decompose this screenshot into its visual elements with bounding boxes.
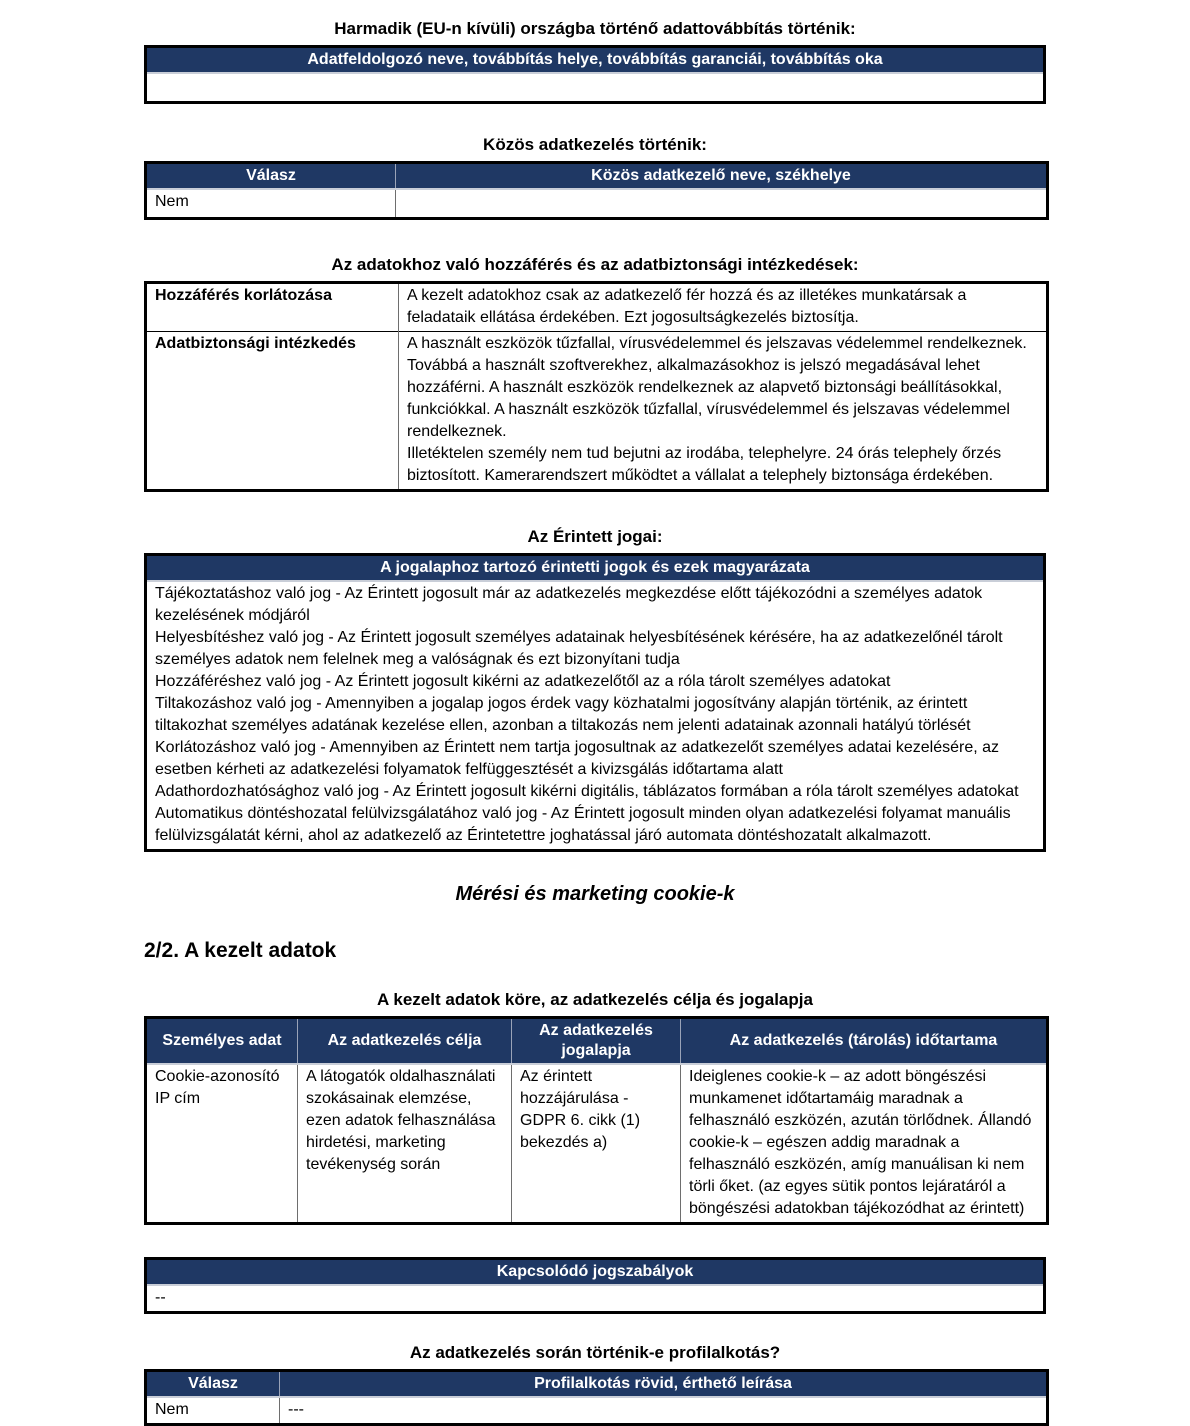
- profiling-answer-column-header-cell: Válasz: [146, 1371, 280, 1398]
- table-header-row: [146, 163, 1048, 190]
- answer-column-header-cell: Válasz: [146, 163, 396, 190]
- security-measures-paragraph-2: Illetéktelen személy nem tud bejutni az irodába, telephelyre. 24 órás telephely őrzés biztosított. Kamerarendszert működtet a vállalat a telephely biztonsága érdekében.: [407, 445, 1002, 484]
- profiling-answer-value-cell: Nem: [146, 1397, 280, 1425]
- access-restriction-paragraph: A kezelt adatokhoz csak az adatkezelő fér hozzá és az illetékes munkatársak a feladataik ellátása érdekében. Ezt jogosultságkezelés biztosítja.: [407, 287, 967, 326]
- personal-data-column-header-cell: Személyes adat: [146, 1018, 298, 1065]
- access-security-table: [144, 281, 1049, 492]
- joint-controller-column-header-cell: Közös adatkezelő neve, székhelye: [396, 163, 1048, 190]
- table-row: [146, 1397, 1048, 1425]
- profiling-description-value-cell: ---: [280, 1397, 1048, 1425]
- table-header-row: [146, 47, 1045, 74]
- legal-basis-column-header-cell: Az adatkezelés jogalapja: [512, 1018, 681, 1065]
- personal-data-item-cookie-id: Cookie-azonosító: [155, 1068, 280, 1085]
- right-objection: Tiltakozáshoz való jog - Amennyiben a jogalap jogos érdek vagy közhatalmi jogosítvány alapján történik, az érintett tiltakozhat személyes adatának kezelése ellen, azonban a tiltakozás nem jelenti adatainak azonnali hatályú törlését: [155, 695, 971, 734]
- table-row: [146, 73, 1045, 103]
- third-country-table-header-cell: Adatfeldolgozó neve, továbbítás helye, továbbítás garanciái, továbbítás oka: [146, 47, 1045, 74]
- table-row: [146, 283, 1048, 332]
- right-rectification: Helyesbítéshez való jog - Az Érintett jogosult személyes adatainak helyesbítésének kérésére, ha az adatkezelőnél tárolt személyes adatok nem felelnek meg a valóságnak és ezt bizonyítani tudja: [155, 629, 1003, 668]
- third-country-empty-value-cell: [146, 73, 1045, 103]
- processing-purpose-column-header-cell: Az adatkezelés célja: [298, 1018, 512, 1065]
- table-header-row: [146, 1371, 1048, 1398]
- table-header-row: [146, 555, 1045, 582]
- section-title-joint-processing: Közös adatkezelés történik:: [483, 135, 707, 154]
- joint-processing-table: [144, 161, 1049, 220]
- document-page: [144, 0, 1046, 1426]
- managed-data-section-heading: 2/2. A kezelt adatok: [144, 939, 337, 962]
- joint-controller-value-cell: [396, 189, 1048, 219]
- security-measures-text-cell: [399, 332, 1048, 491]
- table-row: [146, 581, 1045, 851]
- profiling-description-column-header-cell: Profilalkotás rövid, érthető leírása: [280, 1371, 1048, 1398]
- table-row: [146, 1064, 1048, 1224]
- table-row: [146, 1285, 1045, 1313]
- table-row: [146, 332, 1048, 491]
- cookies-section-heading: Mérési és marketing cookie-k: [455, 883, 735, 905]
- processing-purpose-value-cell: A látogatók oldalhasználati szokásainak elemzése, ezen adatok felhasználása hirdetési, marketing tevékenység során: [298, 1064, 512, 1224]
- right-access: Hozzáféréshez való jog - Az Érintett jogosult kikérni az adatkezelőtől az a róla tárolt személyes adatokat: [155, 673, 891, 690]
- managed-data-table: [144, 1016, 1049, 1225]
- data-subject-rights-table: [144, 553, 1046, 852]
- rights-table-header-cell: A jogalaphoz tartozó érintetti jogok és ezek magyarázata: [146, 555, 1045, 582]
- right-portability: Adathordozhatósághoz való jog - Az Érintett jogosult kikérni digitális, táblázatos formában a róla tárolt személyes adatokat: [155, 783, 1019, 800]
- access-restriction-label-cell: Hozzáférés korlátozása: [146, 283, 399, 332]
- third-country-transfer-table: [144, 45, 1046, 104]
- section-title-data-subject-rights: Az Érintett jogai:: [527, 527, 663, 546]
- storage-duration-value-cell: Ideiglenes cookie-k – az adott böngészési munkamenet időtartamáig maradnak a felhasználó eszközén, azután törlődnek. Állandó cookie-k – egészen addig maradnak a felhasználó eszközén, amíg manuálisan ki nem törli őket. (az egyes sütik pontos lejáratáról a böngészési adatokban tájékozódhat az érintett): [681, 1064, 1048, 1224]
- right-automated-decision-review: Automatikus döntéshozatal felülvizsgálatához való jog - Az Érintett jogosult minden olyan adatkezelési folyamat manuális felülvizsgálatát kérni, ahol az adatkezelő az Érintetettre joghatással járó automata döntéshozatalt alkalmazott.: [155, 805, 1011, 844]
- right-restriction: Korlátozáshoz való jog - Amennyiben az Érintett nem tartja jogosultnak az adatkezelőt személyes adatai kezelésére, az esetben kérheti az adatkezelési folyamatok felfüggesztését a kivizsgálás időtartama alatt: [155, 739, 1000, 778]
- related-laws-value-cell: --: [146, 1285, 1045, 1313]
- personal-data-value-cell: [146, 1064, 298, 1224]
- security-measures-label-cell: Adatbiztonsági intézkedés: [146, 332, 399, 491]
- section-title-profiling: Az adatkezelés során történik-e profilalkotás?: [409, 1343, 781, 1362]
- profiling-table: [144, 1369, 1049, 1426]
- personal-data-item-ip: IP cím: [155, 1090, 201, 1107]
- table-row: [146, 189, 1048, 219]
- access-restriction-text-cell: [399, 283, 1048, 332]
- related-laws-table: [144, 1257, 1046, 1314]
- right-information: Tájékoztatáshoz való jog - Az Érintett jogosult már az adatkezelés megkezdése előtt tájékozódni a személyes adatok kezelésének módjáról: [155, 585, 983, 624]
- related-laws-header-cell: Kapcsolódó jogszabályok: [146, 1259, 1045, 1286]
- section-title-managed-data: A kezelt adatok köre, az adatkezelés célja és jogalapja: [377, 990, 813, 1009]
- section-title-access-security: Az adatokhoz való hozzáférés és az adatbiztonsági intézkedések:: [331, 255, 859, 274]
- rights-list-cell: [146, 581, 1045, 851]
- table-header-row: [146, 1018, 1048, 1065]
- answer-value-cell: Nem: [146, 189, 396, 219]
- legal-basis-value-cell: Az érintett hozzájárulása - GDPR 6. cikk (1) bekezdés a): [512, 1064, 681, 1224]
- table-header-row: [146, 1259, 1045, 1286]
- section-title-third-country-transfer: Harmadik (EU-n kívüli) országba történő adattovábbítás történik:: [334, 19, 856, 38]
- storage-duration-column-header-cell: Az adatkezelés (tárolás) időtartama: [681, 1018, 1048, 1065]
- security-measures-paragraph-1: A használt eszközök tűzfallal, vírusvédelemmel és jelszavas védelemmel rendelkeznek. Továbbá a használt szoftverekhez, alkalmazásokhoz is jelszó megadásával lehet hozzáférni. A használt eszközök rendelkeznek az alapvető biztonsági beállításokkal, funkciókkal. A használt eszközök tűzfallal, vírusvédelemmel és jelszavas védelemmel rendelkeznek.: [407, 335, 1027, 440]
